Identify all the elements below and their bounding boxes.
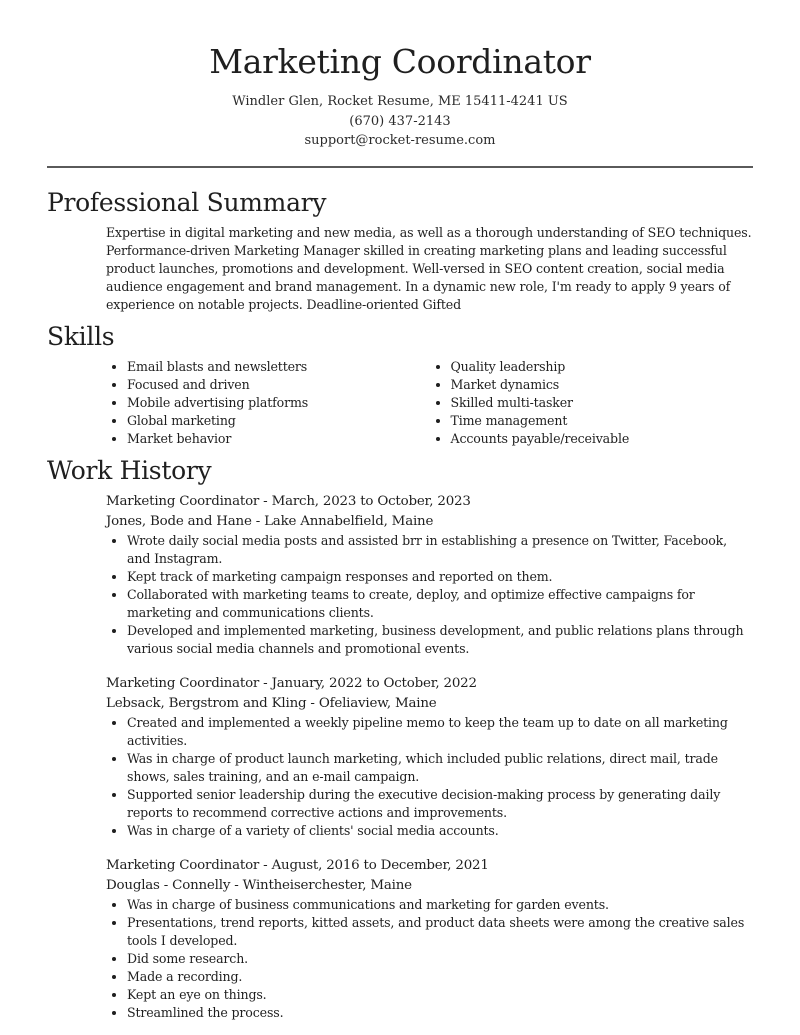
- job-company-location: Jones, Bode and Hane - Lake Annabelfield, Maine: [106, 513, 434, 529]
- job-bullet: • Did some research.: [127, 950, 753, 968]
- skill-item: • Quality leadership: [451, 358, 754, 376]
- job-company-location: Douglas - Connelly - Wintheiserchester, Maine: [106, 877, 412, 893]
- header-divider: [47, 166, 753, 168]
- skills-list-left: [106, 358, 430, 448]
- job-bullet: • Kept an eye on things.: [127, 986, 753, 1004]
- contact-info: [47, 92, 753, 151]
- skill-item: • Time management: [451, 412, 754, 430]
- job-bullet: • Made a recording.: [127, 968, 753, 986]
- summary-text: Expertise in digital marketing and new media, as well as a thorough understanding of SEO techniques. Performance-driven Marketing Manager skilled in creating marketing plans and leading successful product launches, promotions and development. Well-versed in SEO content creation, social media audience engagement and brand management. In a dynamic new role, I'm ready to apply 9 years of experience on notable projects. Deadline-oriented Gifted: [106, 224, 752, 312]
- job-entry: [106, 674, 753, 840]
- job-title-dates: Marketing Coordinator - January, 2022 to October, 2022: [106, 675, 477, 691]
- job-bullet: • Presentations, trend reports, kitted assets, and product data sheets were among the creative sales tools I developed.: [127, 914, 753, 950]
- candidate-title: Marketing Coordinator: [209, 42, 591, 81]
- job-entry: [106, 856, 753, 1022]
- skill-item: • Focused and driven: [127, 376, 430, 394]
- skills-list-right: [430, 358, 754, 448]
- job-bullet: • Collaborated with marketing teams to create, deploy, and optimize effective campaigns for marketing and communications clients.: [127, 586, 753, 622]
- skill-item: • Mobile advertising platforms: [127, 394, 430, 412]
- resume-header: [47, 0, 753, 151]
- job-bullet: • Was in charge of a variety of clients' social media accounts.: [127, 822, 753, 840]
- job-bullet: • Supported senior leadership during the executive decision-making process by generating daily reports to recommend corrective actions and improvements.: [127, 786, 753, 822]
- skill-item: • Market dynamics: [451, 376, 754, 394]
- job-bullet: • Was in charge of business communications and marketing for garden events.: [127, 896, 753, 914]
- skill-item: • Global marketing: [127, 412, 430, 430]
- job-company-location: Lebsack, Bergstrom and Kling - Ofeliaview, Maine: [106, 695, 437, 711]
- job-bullet: • Streamlined the process.: [127, 1004, 753, 1022]
- job-entry: [106, 492, 753, 658]
- job-bullets: [106, 532, 753, 658]
- job-bullets: [106, 896, 753, 1022]
- section-title-skills: Skills: [47, 321, 115, 351]
- skill-item: • Accounts payable/receivable: [451, 430, 754, 448]
- job-bullet: • Developed and implemented marketing, business development, and public relations plans through various social media channels and promotional events.: [127, 622, 753, 658]
- job-bullet: • Was in charge of product launch marketing, which included public relations, direct mail, trade shows, sales training, and an e-mail campaign.: [127, 750, 753, 786]
- skill-item: • Market behavior: [127, 430, 430, 448]
- job-bullet: • Created and implemented a weekly pipeline memo to keep the team up to date on all marketing activities.: [127, 714, 753, 750]
- skills-grid: [106, 358, 753, 448]
- phone: (670) 437-2143: [349, 113, 451, 129]
- skills-section: [47, 320, 753, 448]
- address: Windler Glen, Rocket Resume, ME 15411-4241 US: [232, 94, 568, 109]
- job-title-dates: Marketing Coordinator - March, 2023 to October, 2023: [106, 493, 471, 509]
- work-history-section: [47, 454, 753, 1022]
- section-title-work-history: Work History: [47, 455, 212, 485]
- skill-item: • Skilled multi-tasker: [451, 394, 754, 412]
- job-bullet: • Wrote daily social media posts and assisted brr in establishing a presence on Twitter, Facebook, and Instagram.: [127, 532, 753, 568]
- email: support@rocket-resume.com: [304, 133, 496, 148]
- job-bullet: • Kept track of marketing campaign responses and reported on them.: [127, 568, 753, 586]
- professional-summary-section: [47, 186, 753, 314]
- job-bullets: [106, 714, 753, 840]
- skill-item: • Email blasts and newsletters: [127, 358, 430, 376]
- section-title-summary: Professional Summary: [47, 187, 327, 217]
- job-title-dates: Marketing Coordinator - August, 2016 to December, 2021: [106, 857, 489, 873]
